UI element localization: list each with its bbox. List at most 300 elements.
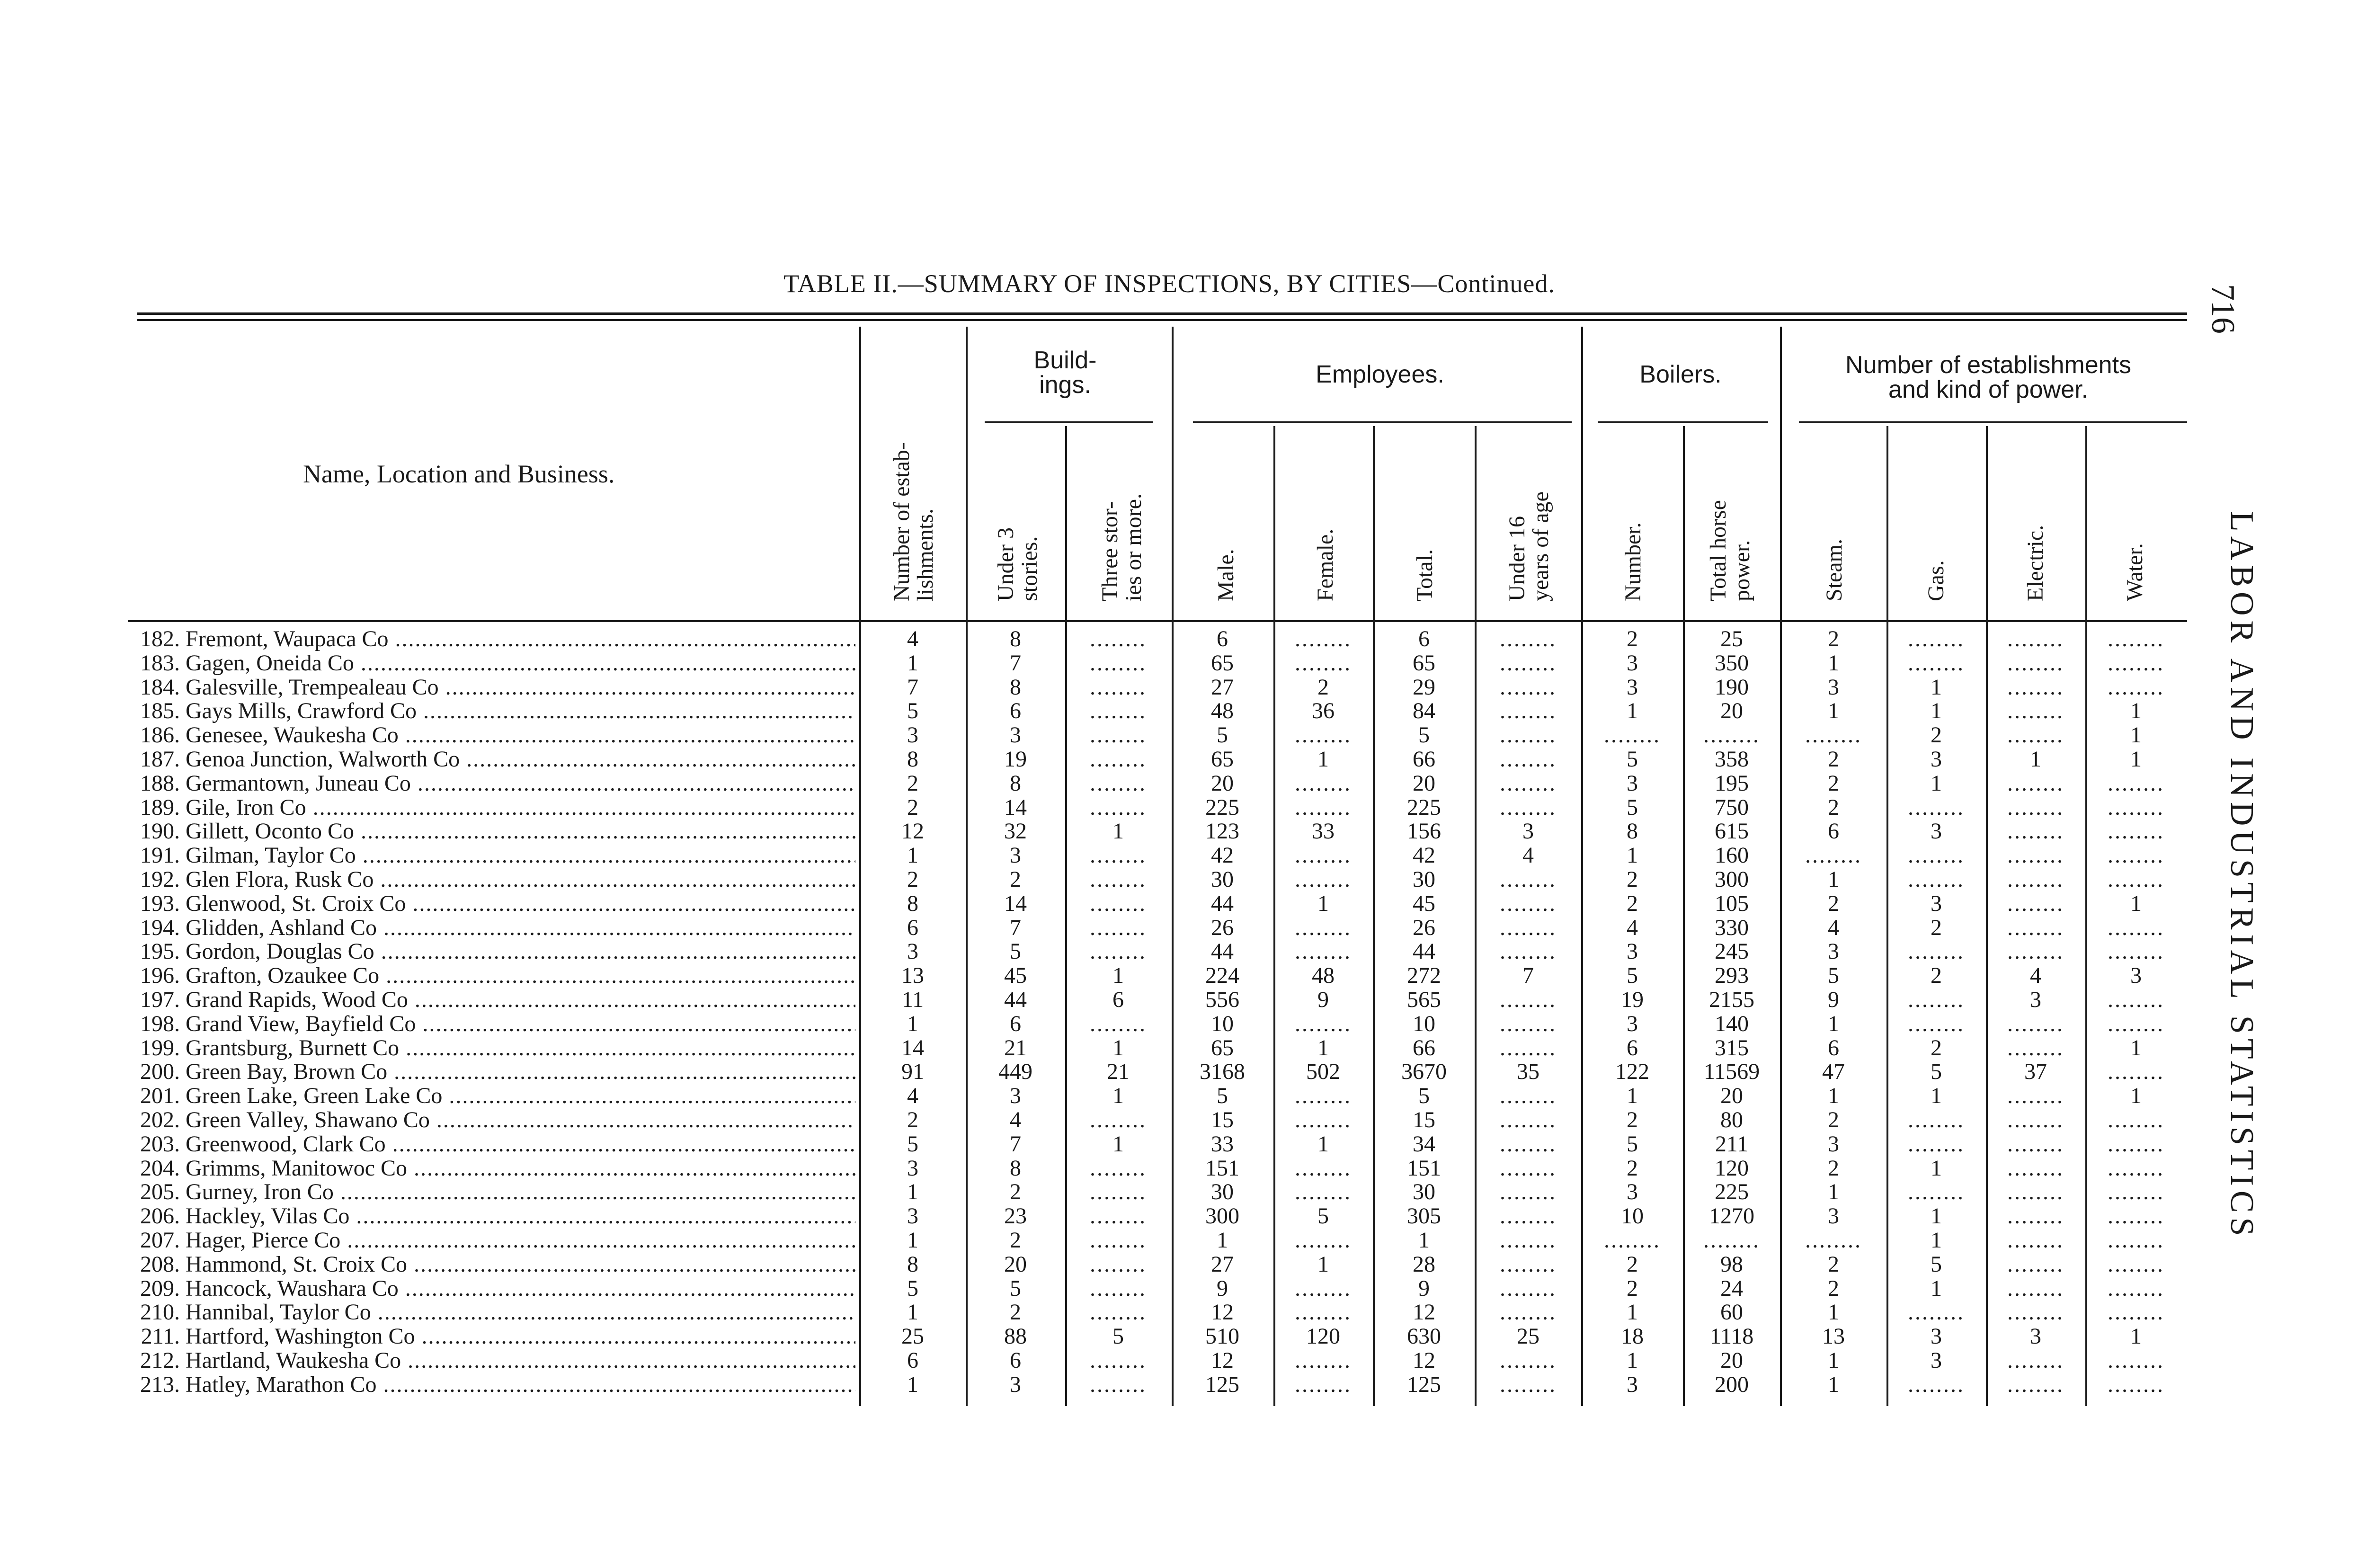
table-cell: ........	[2007, 674, 2064, 700]
row-number: 203.	[140, 1131, 180, 1157]
table-cell: 1	[1828, 1083, 1839, 1109]
table-cell: ........	[1500, 1348, 1557, 1373]
table-cell: 1	[1828, 867, 1839, 892]
table-cell: ........	[1500, 1300, 1557, 1325]
header-gas	[1924, 560, 1948, 601]
table-cell: ........	[2007, 794, 2064, 820]
header-bottom-rule	[128, 620, 2187, 622]
table-cell: ........	[2108, 1179, 2164, 1205]
table-cell: 2	[1828, 1107, 1839, 1132]
table-cell: 2	[1627, 626, 1638, 651]
table-cell: 8	[1627, 819, 1638, 844]
table-cell: 160	[1715, 843, 1749, 868]
table-cell: 20	[1720, 698, 1743, 724]
table-cell: 91	[901, 1059, 924, 1085]
table-cell: ........	[1295, 1155, 1352, 1181]
table-cell: 5	[1418, 1083, 1430, 1109]
table-cell: 151	[1205, 1155, 1239, 1181]
header-gas-l1: Gas.	[1923, 560, 1949, 601]
table-cell: ........	[1295, 939, 1352, 964]
table-cell: 5	[1112, 1324, 1124, 1349]
table-cell: 20	[1004, 1251, 1027, 1277]
table-cell: 1	[1217, 1228, 1228, 1253]
table-cell: 2	[1828, 1155, 1839, 1181]
table-cell: ........	[2108, 1203, 2164, 1229]
table-row	[0, 964, 2367, 988]
table-cell: ........	[1090, 674, 1147, 700]
table-cell: 26	[1413, 915, 1435, 940]
table-cell: ........	[2007, 1203, 2064, 1229]
row-number: 182.	[140, 626, 180, 651]
table-cell: 24	[1720, 1275, 1743, 1301]
table-cell: 15	[1413, 1107, 1435, 1132]
table-cell: 2	[1010, 867, 1021, 892]
table-cell: 3	[1010, 843, 1021, 868]
row-number: 200.	[140, 1059, 180, 1085]
table-cell: ........	[2007, 819, 2064, 844]
table-cell: 9	[1217, 1275, 1228, 1301]
table-cell: 3	[2130, 963, 2142, 989]
table-cell: 88	[1004, 1324, 1027, 1349]
power-group-header	[1789, 353, 2187, 402]
row-name: Hammond, St. Croix Co .....	[186, 1253, 855, 1276]
table-cell: 30	[1211, 1179, 1234, 1205]
table-cell: 1	[1627, 698, 1638, 724]
employees-group-header: Employees.	[1316, 361, 1444, 388]
top-rule-1	[137, 312, 2187, 315]
table-cell: ........	[1908, 939, 1965, 964]
table-cell: 65	[1211, 747, 1234, 772]
table-cell: ........	[1090, 1203, 1147, 1229]
table-row	[0, 892, 2367, 916]
table-cell: 2	[1627, 1251, 1638, 1277]
table-cell: ........	[1500, 1179, 1557, 1205]
table-cell: 300	[1715, 867, 1749, 892]
table-cell: 2	[1317, 674, 1329, 700]
table-cell: 449	[998, 1059, 1032, 1085]
table-cell: 502	[1306, 1059, 1340, 1085]
table-cell: 14	[1004, 891, 1027, 916]
table-cell: 1	[1627, 1348, 1638, 1373]
header-boiler-number	[1621, 522, 1645, 601]
row-name: Hancock, Waushara Co .....	[186, 1277, 855, 1301]
row-number: 205.	[140, 1179, 180, 1205]
table-cell: 45	[1413, 891, 1435, 916]
table-cell: ........	[1295, 1011, 1352, 1036]
header-electric	[2024, 525, 2047, 601]
buildings-group-line1: Build-	[1033, 347, 1097, 374]
table-cell: ........	[1090, 698, 1147, 724]
row-name: Glen Flora, Rusk Co .....	[186, 868, 855, 891]
table-cell: ........	[1908, 843, 1965, 868]
header-three-more-l1: Three stor-	[1097, 501, 1122, 601]
table-cell: 5	[1627, 794, 1638, 820]
table-cell: 5	[1010, 1275, 1021, 1301]
header-female	[1314, 529, 1337, 601]
table-cell: 1	[1112, 1131, 1124, 1157]
table-cell: 48	[1312, 963, 1335, 989]
table-cell: 315	[1715, 1035, 1749, 1060]
header-water	[2123, 543, 2147, 601]
table-cell: 8	[907, 1251, 918, 1277]
table-cell: ........	[2007, 843, 2064, 868]
table-cell: 151	[1407, 1155, 1441, 1181]
table-cell: 5	[1931, 1059, 1942, 1085]
table-cell: 2	[1627, 867, 1638, 892]
table-cell: 3	[1828, 1203, 1839, 1229]
table-cell: 2	[1828, 747, 1839, 772]
table-cell: 2	[907, 794, 918, 820]
table-cell: 4	[1828, 915, 1839, 940]
table-cell: 2	[1931, 915, 1942, 940]
table-row	[0, 676, 2367, 699]
table-cell: ........	[1295, 794, 1352, 820]
table-cell: 25	[901, 1324, 924, 1349]
table-cell: ........	[1295, 915, 1352, 940]
table-cell: ........	[2108, 1251, 2164, 1277]
running-head: LABOR AND INDUSTRIAL STATISTICS	[2224, 511, 2260, 1241]
table-row	[0, 723, 2367, 747]
table-cell: ........	[1090, 747, 1147, 772]
table-cell: 2	[1010, 1300, 1021, 1325]
table-cell: ........	[1604, 1228, 1661, 1253]
row-number: 202.	[140, 1107, 180, 1132]
table-cell: ........	[1500, 1155, 1557, 1181]
row-name: Green Bay, Brown Co .....	[186, 1060, 855, 1084]
buildings-group-rule	[985, 421, 1153, 423]
table-cell: 7	[907, 674, 918, 700]
table-cell: 4	[1010, 1107, 1021, 1132]
table-cell: 272	[1407, 963, 1441, 989]
header-under3	[994, 527, 1041, 601]
table-cell: 5	[1010, 939, 1021, 964]
table-cell: ........	[1090, 915, 1147, 940]
table-cell: 1	[1627, 1300, 1638, 1325]
row-number: 209.	[140, 1275, 180, 1301]
table-cell: ........	[2007, 1083, 2064, 1109]
table-cell: 3	[1931, 819, 1942, 844]
table-cell: 1	[1317, 747, 1329, 772]
table-cell: 3	[1010, 1083, 1021, 1109]
table-cell: ........	[1295, 1372, 1352, 1397]
header-three-more-l2: ies or more.	[1121, 493, 1146, 601]
table-cell: 3	[1627, 1372, 1638, 1397]
table-cell: 1	[1931, 674, 1942, 700]
table-cell: 5	[1217, 722, 1228, 748]
table-cell: 615	[1715, 819, 1749, 844]
table-cell: 1	[2130, 1035, 2142, 1060]
row-number: 210.	[140, 1300, 180, 1325]
table-cell: 4	[2030, 963, 2041, 989]
table-cell: 1	[1828, 698, 1839, 724]
row-name: Gurney, Iron Co .....	[186, 1180, 855, 1204]
table-cell: 3	[1010, 722, 1021, 748]
table-cell: 6	[1010, 1348, 1021, 1373]
table-cell: 3	[1931, 1348, 1942, 1373]
table-cell: ........	[2108, 843, 2164, 868]
table-cell: 5	[1217, 1083, 1228, 1109]
table-cell: 122	[1615, 1059, 1649, 1085]
table-row	[0, 796, 2367, 820]
table-cell: 556	[1205, 987, 1239, 1012]
row-name: Germantown, Juneau Co .....	[186, 772, 855, 795]
table-cell: 1	[1828, 1372, 1839, 1397]
table-cell: 293	[1715, 963, 1749, 989]
row-name: Genoa Junction, Walworth Co .....	[186, 748, 855, 771]
power-group-line1: Number of establishments	[1845, 351, 2132, 379]
table-cell: 19	[1621, 987, 1644, 1012]
table-cell: ........	[2108, 794, 2164, 820]
table-cell: ........	[2007, 1107, 2064, 1132]
table-cell: ........	[2108, 1228, 2164, 1253]
table-cell: ........	[1295, 1179, 1352, 1205]
table-row	[0, 748, 2367, 771]
table-cell: 8	[1010, 674, 1021, 700]
header-under16-l1: Under 16	[1504, 516, 1530, 601]
table-cell: 2	[1828, 626, 1839, 651]
table-cell: 120	[1306, 1324, 1340, 1349]
table-cell: 5	[907, 698, 918, 724]
table-cell: 2	[1627, 1155, 1638, 1181]
table-cell: 224	[1205, 963, 1239, 989]
table-cell: 12	[1413, 1300, 1435, 1325]
table-cell: 1	[2130, 747, 2142, 772]
row-number: 208.	[140, 1251, 180, 1277]
table-cell: 8	[1010, 626, 1021, 651]
table-cell: ........	[2108, 1107, 2164, 1132]
table-row	[0, 627, 2367, 651]
row-name: Grafton, Ozaukee Co .....	[186, 964, 855, 988]
table-row	[0, 1084, 2367, 1108]
table-cell: 11569	[1703, 1059, 1760, 1085]
table-cell: 13	[901, 963, 924, 989]
table-cell: 33	[1211, 1131, 1234, 1157]
row-name: Grantsburg, Burnett Co .....	[186, 1036, 855, 1060]
table-cell: 1	[907, 1011, 918, 1036]
table-cell: 2	[1828, 770, 1839, 796]
table-cell: ........	[1908, 1131, 1965, 1157]
header-male-l1: Male.	[1213, 549, 1238, 601]
table-cell: ........	[2007, 650, 2064, 676]
table-row	[0, 1204, 2367, 1228]
table-cell: 5	[907, 1275, 918, 1301]
table-cell: 30	[1413, 1179, 1435, 1205]
table-cell: ........	[2108, 626, 2164, 651]
table-cell: 3	[1010, 1372, 1021, 1397]
table-cell: 44	[1211, 939, 1234, 964]
table-cell: 42	[1211, 843, 1234, 868]
table-cell: 36	[1312, 698, 1335, 724]
row-name: Galesville, Trempealeau Co .....	[186, 676, 855, 699]
table-cell: ........	[2007, 1179, 2064, 1205]
table-cell: 1	[2130, 891, 2142, 916]
table-cell: 305	[1407, 1203, 1441, 1229]
table-cell: ........	[1090, 1251, 1147, 1277]
name-column-header: Name, Location and Business.	[303, 460, 615, 488]
table-cell: 6	[1010, 1011, 1021, 1036]
table-cell: 3	[1522, 819, 1534, 844]
table-cell: 12	[1211, 1348, 1234, 1373]
table-cell: ........	[1295, 867, 1352, 892]
table-cell: 8	[1010, 1155, 1021, 1181]
table-cell: ........	[1500, 674, 1557, 700]
table-row	[0, 844, 2367, 867]
table-cell: 3	[1627, 674, 1638, 700]
header-male	[1214, 549, 1238, 601]
table-cell: ........	[1500, 1083, 1557, 1109]
table-cell: 3	[1931, 747, 1942, 772]
table-cell: 14	[901, 1035, 924, 1060]
table-cell: ........	[1805, 843, 1862, 868]
row-name: Gillett, Oconto Co .....	[186, 820, 855, 843]
table-title: TABLE II.—SUMMARY OF INSPECTIONS, BY CITIES—Continued.	[783, 269, 1555, 298]
table-cell: ........	[1295, 1275, 1352, 1301]
table-cell: 1	[907, 1228, 918, 1253]
table-cell: ........	[1908, 1011, 1965, 1036]
table-cell: 1	[907, 650, 918, 676]
header-num-estab	[890, 442, 937, 601]
header-horsepower	[1707, 500, 1754, 601]
table-row	[0, 1349, 2367, 1372]
table-cell: 12	[1211, 1300, 1234, 1325]
table-cell: 3	[907, 722, 918, 748]
table-cell: ........	[1805, 1228, 1862, 1253]
table-cell: 565	[1407, 987, 1441, 1012]
row-name: Greenwood, Clark Co .....	[186, 1132, 855, 1156]
table-cell: 6	[1217, 626, 1228, 651]
header-boiler-number-l1: Number.	[1620, 522, 1646, 601]
table-cell: 1	[1317, 1131, 1329, 1157]
table-cell: 44	[1004, 987, 1027, 1012]
table-cell: 1	[907, 1179, 918, 1205]
table-cell: 6	[1828, 819, 1839, 844]
table-cell: ........	[1500, 747, 1557, 772]
table-cell: ........	[1500, 1251, 1557, 1277]
table-cell: 1	[2130, 722, 2142, 748]
table-cell: 1	[1931, 698, 1942, 724]
table-cell: ........	[1500, 867, 1557, 892]
table-cell: 2	[1828, 891, 1839, 916]
table-cell: ........	[1295, 1348, 1352, 1373]
table-cell: ........	[2108, 770, 2164, 796]
table-cell: ........	[2007, 1300, 2064, 1325]
table-cell: 225	[1407, 794, 1441, 820]
table-cell: 98	[1720, 1251, 1743, 1277]
table-cell: 8	[1010, 770, 1021, 796]
table-cell: ........	[1500, 1203, 1557, 1229]
row-name: Fremont, Waupaca Co .....	[186, 627, 855, 651]
row-number: 187.	[140, 747, 180, 772]
table-cell: ........	[1500, 891, 1557, 916]
table-cell: 3	[1627, 939, 1638, 964]
table-cell: ........	[1295, 722, 1352, 748]
table-cell: ........	[2007, 1372, 2064, 1397]
table-cell: 6	[907, 1348, 918, 1373]
table-cell: ........	[2108, 867, 2164, 892]
table-cell: 123	[1205, 819, 1239, 844]
header-female-l1: Female.	[1313, 528, 1338, 601]
header-water-l1: Water.	[2122, 543, 2147, 601]
table-cell: 3	[907, 939, 918, 964]
table-cell: 1	[1317, 1035, 1329, 1060]
row-number: 206.	[140, 1203, 180, 1229]
table-row	[0, 1060, 2367, 1084]
table-cell: 30	[1413, 867, 1435, 892]
table-cell: 1	[1112, 1083, 1124, 1109]
table-cell: ........	[1908, 1300, 1965, 1325]
table-cell: ........	[1090, 1372, 1147, 1397]
table-cell: ........	[1090, 722, 1147, 748]
table-cell: 48	[1211, 698, 1234, 724]
table-cell: 21	[1004, 1035, 1027, 1060]
table-row	[0, 1373, 2367, 1397]
table-cell: 3	[1627, 770, 1638, 796]
table-cell: 3168	[1200, 1059, 1245, 1085]
row-name: Gordon, Douglas Co .....	[186, 940, 855, 963]
table-cell: 4	[1522, 843, 1534, 868]
table-cell: 3	[1828, 674, 1839, 700]
row-number: 204.	[140, 1155, 180, 1181]
table-cell: ........	[1500, 770, 1557, 796]
table-cell: ........	[1908, 650, 1965, 676]
table-row	[0, 651, 2367, 675]
table-row	[0, 1325, 2367, 1348]
table-cell: 1	[1931, 1083, 1942, 1109]
table-row	[0, 1301, 2367, 1324]
table-cell: 7	[1010, 1131, 1021, 1157]
table-cell: ........	[2007, 1035, 2064, 1060]
row-name: Hannibal, Taylor Co .....	[186, 1301, 855, 1324]
row-name: Grand Rapids, Wood Co .....	[186, 988, 855, 1012]
table-cell: 5	[1931, 1251, 1942, 1277]
table-cell: 3	[1931, 891, 1942, 916]
table-cell: 6	[1828, 1035, 1839, 1060]
row-name: Gilman, Taylor Co .....	[186, 844, 855, 867]
boilers-group-rule	[1598, 421, 1768, 423]
table-cell: ........	[1090, 626, 1147, 651]
table-cell: ........	[2108, 939, 2164, 964]
table-cell: 14	[1004, 794, 1027, 820]
row-number: 199.	[140, 1035, 180, 1060]
table-cell: 42	[1413, 843, 1435, 868]
table-cell: 3	[907, 1155, 918, 1181]
table-cell: ........	[1500, 1131, 1557, 1157]
table-cell: 65	[1413, 650, 1435, 676]
table-cell: 358	[1715, 747, 1749, 772]
table-cell: 1	[1931, 1203, 1942, 1229]
table-cell: ........	[2007, 1155, 2064, 1181]
table-cell: ........	[2007, 915, 2064, 940]
table-cell: 6	[1627, 1035, 1638, 1060]
table-cell: ........	[2007, 1131, 2064, 1157]
table-cell: ........	[1500, 1228, 1557, 1253]
table-cell: ........	[1295, 770, 1352, 796]
row-name: Gays Mills, Crawford Co .....	[186, 699, 855, 723]
table-cell: 1	[2130, 1083, 2142, 1109]
table-cell: 350	[1715, 650, 1749, 676]
row-number: 185.	[140, 698, 180, 724]
table-cell: ........	[1500, 987, 1557, 1012]
table-cell: ........	[1090, 1228, 1147, 1253]
table-cell: ........	[2108, 915, 2164, 940]
table-row	[0, 820, 2367, 843]
row-name: Glidden, Ashland Co .....	[186, 916, 855, 940]
table-cell: 7	[1010, 650, 1021, 676]
table-cell: ........	[2108, 1155, 2164, 1181]
row-number: 186.	[140, 722, 180, 748]
row-number: 201.	[140, 1083, 180, 1109]
table-cell: ........	[1908, 1372, 1965, 1397]
